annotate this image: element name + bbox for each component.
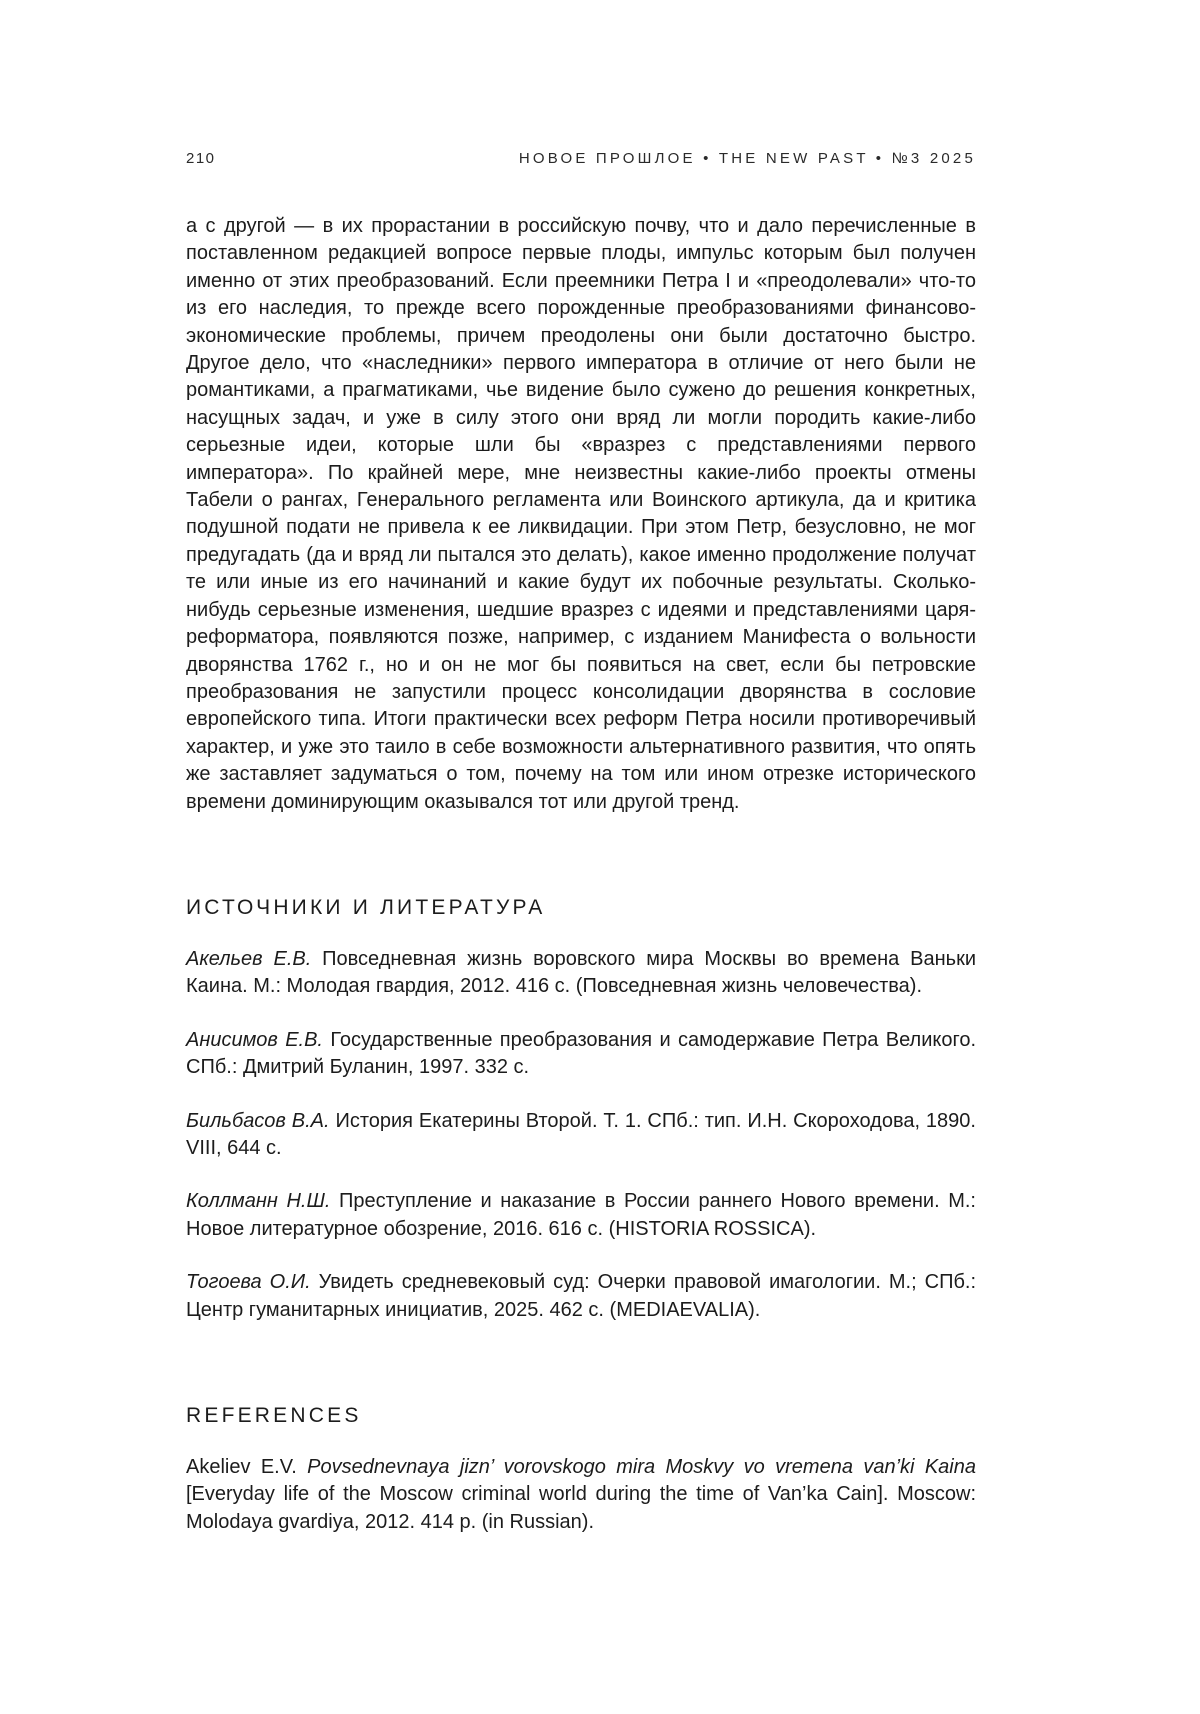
bibliography-list [186,946,976,1324]
bibliography-text: История Екатерины Второй. Т. 1. СПб.: тип. И.Н. Скороходова, 1890. VIII, 644 с. [186,1109,976,1159]
bibliography-author: Коллманн Н.Ш. [186,1190,331,1213]
article-paragraph: а с другой — в их прорастании в российскую почву, что и дало перечисленные в поставленном редакцией вопросе первые плоды, импульс которым был получен именно от этих преобразований. Если преемники Петра I и «преодолевали» что-то из его наследия, то прежде всего порожденные преобразованиями финансово-экономические проблемы, причем преодолены они были достаточно быстро. Другое дело, что «наследники» первого императора в отличие от него были не романтиками, а прагматиками, чье видение было сужено до решения конкретных, насущных задач, и уже в силу этого они вряд ли могли породить какие-либо серьезные идеи, которые шли бы «вразрез с представлениями первого императора». По крайней мере, мне неизвестны какие-либо проекты отмены Табели о рангах, Генерального регламента или Воинского артикула, да и критика подушной подати не привела к ее ликвидации. При этом Петр, безусловно, не мог предугадать (да и вряд ли пытался это делать), какое именно продолжение получат те или иные из его начинаний и какие будут их побочные результаты. Сколько-нибудь серьезные изменения, шедшие вразрез с идеями и представлениями царя-реформатора, появляются позже, например, с изданием Манифеста о вольности дворянства 1762 г., но и он не мог бы появиться на свет, если бы петровские преобразования не запустили процесс консолидации дворянства в сословие европейского типа. Итоги практически всех реформ Петра носили противоречивый характер, и уже это таило в себе возможности альтернативного развития, что опять же заставляет задуматься о том, почему на том или ином отрезке исторического времени доминирующим оказывался тот или другой тренд. [186,215,976,813]
bibliography-entry [186,946,976,1001]
bibliography-entry [186,1269,976,1324]
reference-author: Akeliev E.V. [186,1456,297,1478]
bibliography-author: Анисимов Е.В. [186,1028,323,1051]
page-number: 210 [186,150,216,167]
reference-title: Povsednevnaya jizn’ vorovskogo mira Moskvy vo vremena van’ki Kaina [296,1456,976,1478]
bibliography-text: Государственные преобразования и самодержавие Петра Великого. СПб.: Дмитрий Буланин, 1997. 332 с. [186,1028,977,1079]
journal-running-title: НОВОЕ ПРОШЛОЕ • THE NEW PAST • №3 2025 [518,150,976,167]
bibliography-text: Увидеть средневековый суд: Очерки правовой имагологии. М.; СПб.: Центр гуманитарных инициатив, 2025. 462 с. (MEDIAEVALIA). [186,1271,977,1321]
bibliography-entry [186,1188,976,1243]
sources-heading: ИСТОЧНИКИ И ЛИТЕРАТУРА [186,895,546,919]
page-body [186,213,976,1536]
bibliography-author: Бильбасов В.А. [186,1109,330,1132]
reference-entry [186,1454,976,1536]
page-header [186,150,976,167]
bibliography-entry [186,1027,976,1082]
bibliography-author: Тогоева О.И. [186,1271,311,1294]
reference-text: [Everyday life of the Moscow criminal world during the time of Van’ka Cain]. Moscow: Molodaya gvardiya, 2012. 414 p. (in Russian). [186,1483,976,1533]
bibliography-author: Акельев Е.В. [186,947,312,970]
bibliography-text: Преступление и наказание в России раннего Нового времени. М.: Новое литературное обозрение, 2016. 616 с. (HISTORIA ROSSICA). [186,1190,976,1240]
bibliography-text: Повседневная жизнь воровского мира Москвы во времена Ваньки Каина. М.: Молодая гвардия, 2012. 416 с. (Повседневная жизнь человечества). [186,947,977,998]
references-list [186,1454,976,1536]
references-heading: REFERENCES [186,1404,362,1427]
bibliography-entry [186,1108,976,1163]
